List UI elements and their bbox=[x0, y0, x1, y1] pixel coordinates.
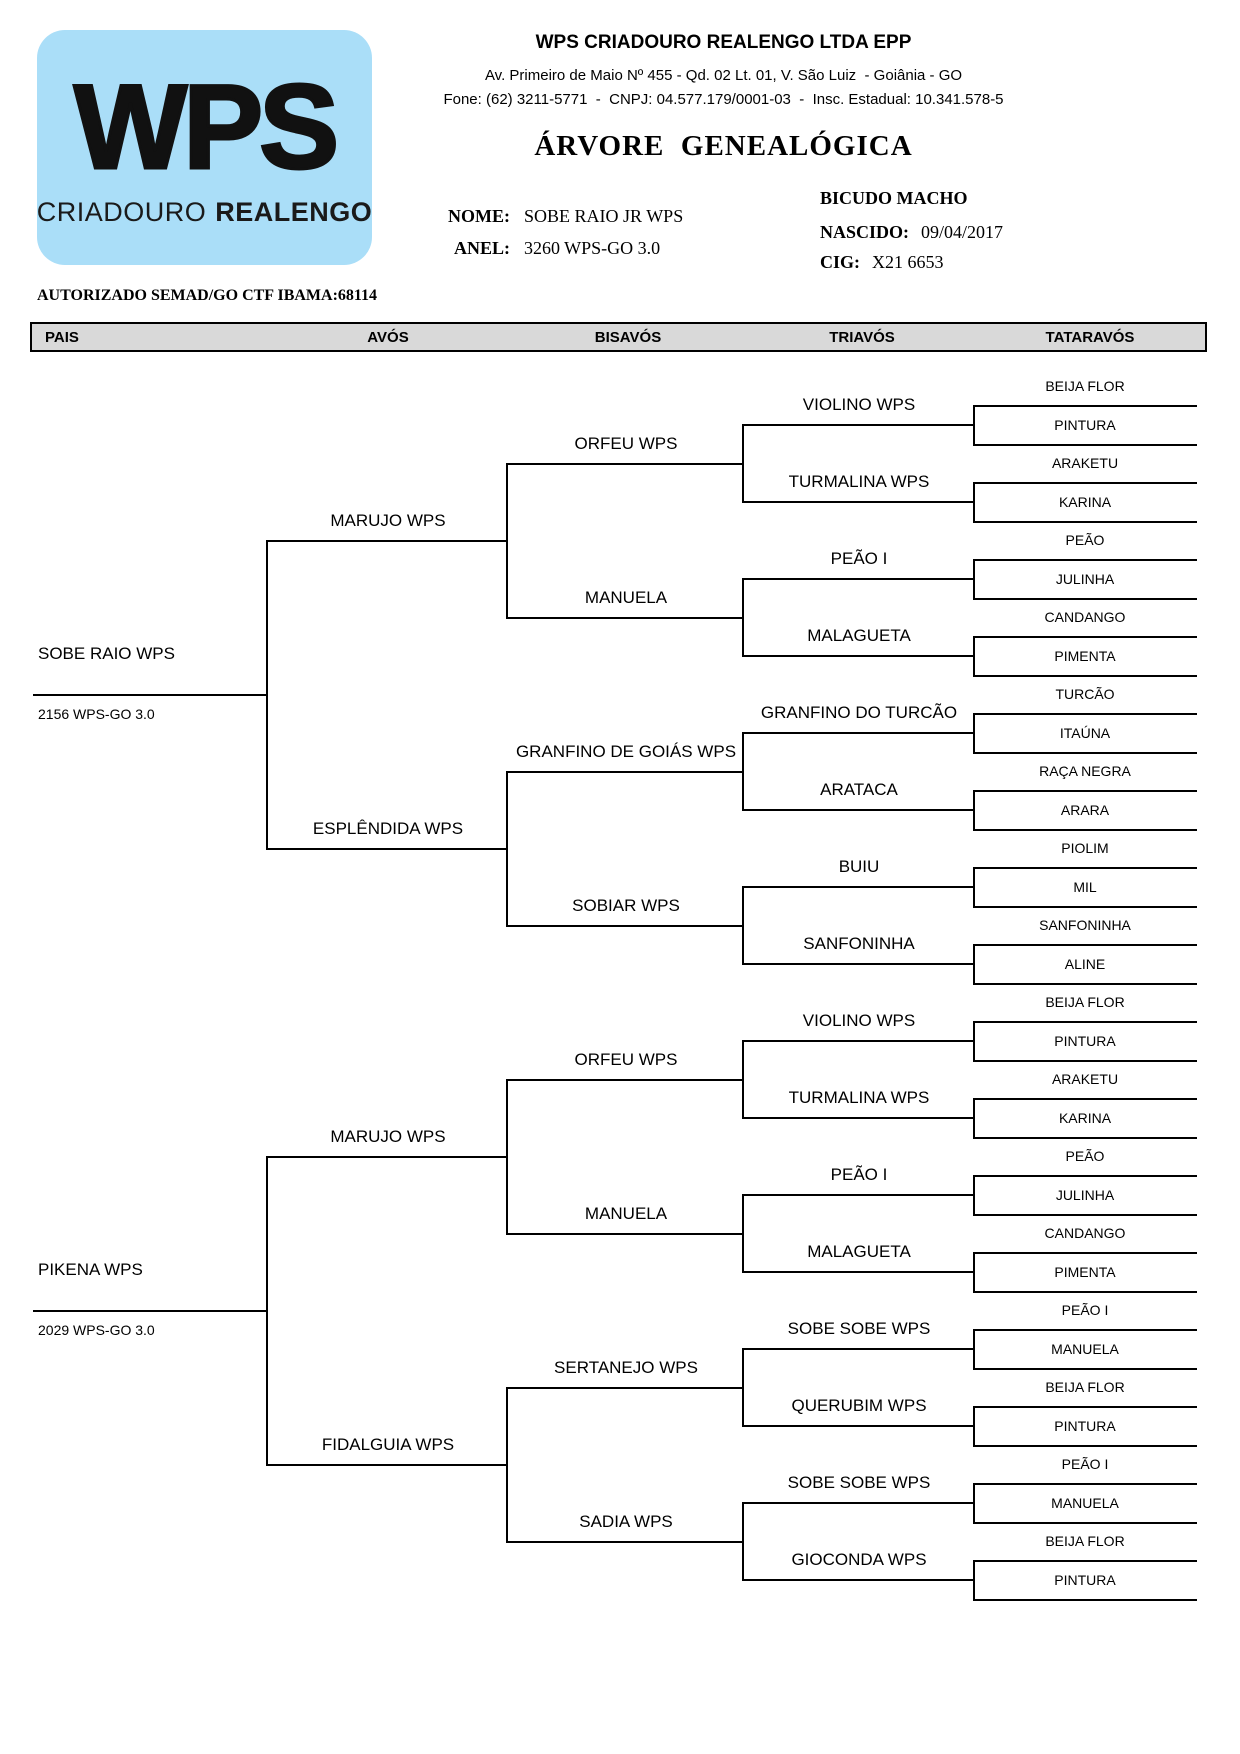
pedigree-hline-tataravos bbox=[975, 1060, 1197, 1062]
animal-name-triavos: MALAGUETA bbox=[807, 626, 911, 646]
logo-subtitle-light: CRIADOURO bbox=[36, 197, 207, 227]
animal-name-triavos: QUERUBIM WPS bbox=[791, 1396, 927, 1416]
pedigree-hline-bisavos bbox=[508, 1541, 744, 1543]
pedigree-vline bbox=[742, 886, 744, 965]
animal-name-bisavos: GRANFINO DE GOIÁS WPS bbox=[515, 741, 737, 761]
pedigree-hline-triavos bbox=[744, 732, 975, 734]
animal-name-tataravos: PINTURA bbox=[1054, 1032, 1116, 1049]
pedigree-hline-tataravos bbox=[975, 598, 1197, 600]
animal-name-tataravos: RAÇA NEGRA bbox=[1039, 763, 1131, 779]
pedigree-vline bbox=[973, 1021, 975, 1062]
animal-name-tataravos: KARINA bbox=[1058, 493, 1112, 510]
pedigree-vline bbox=[973, 713, 975, 754]
pedigree-hline-tataravos bbox=[975, 1291, 1197, 1293]
pedigree-hline-tataravos bbox=[975, 444, 1197, 446]
animal-name-tataravos: ITAÚNA bbox=[1059, 724, 1111, 741]
animal-name-triavos: SOBE SOBE WPS bbox=[787, 1319, 931, 1339]
pedigree-vline bbox=[973, 1406, 975, 1447]
company-address: Av. Primeiro de Maio Nº 455 - Qd. 02 Lt. 01, V. São Luiz - Goiânia - GO bbox=[484, 67, 963, 84]
pedigree-hline-triavos bbox=[744, 1348, 975, 1350]
pedigree-hline-bisavos bbox=[508, 1079, 744, 1081]
pedigree-hline-avos bbox=[268, 1156, 508, 1158]
animal-name-triavos: GRANFINO DO TURCÃO bbox=[760, 703, 958, 723]
pedigree-hline-tataravos bbox=[975, 675, 1197, 677]
animal-name-triavos: PEÃO I bbox=[830, 1165, 888, 1185]
pedigree-vline bbox=[266, 540, 268, 850]
pedigree-vline bbox=[973, 1560, 975, 1601]
animal-name-tataravos: PEÃO bbox=[1065, 532, 1105, 548]
pedigree-hline-avos bbox=[268, 540, 508, 542]
pedigree-vline bbox=[973, 1252, 975, 1293]
pedigree-vline bbox=[973, 944, 975, 985]
pedigree-hline-tataravos bbox=[975, 829, 1197, 831]
animal-name-triavos: ARATACA bbox=[820, 780, 898, 800]
pedigree-hline-tataravos bbox=[975, 405, 1197, 407]
animal-name-tataravos: BEIJA FLOR bbox=[1045, 378, 1125, 394]
pedigree-hline-tataravos bbox=[975, 1329, 1197, 1331]
document-title: ÁRVORE GENEALÓGICA bbox=[534, 130, 913, 162]
animal-name-tataravos: ARARA bbox=[1060, 801, 1110, 818]
pedigree-hline-tataravos bbox=[975, 752, 1197, 754]
animal-name-tataravos: TURCÃO bbox=[1055, 686, 1115, 702]
pedigree-hline-bisavos bbox=[508, 617, 744, 619]
pedigree-hline-triavos bbox=[744, 1040, 975, 1042]
animal-name-tataravos: JULINHA bbox=[1055, 1186, 1115, 1203]
pedigree-vline bbox=[742, 1194, 744, 1273]
pedigree-vline bbox=[973, 482, 975, 523]
pedigree-hline-avos bbox=[268, 1464, 508, 1466]
pedigree-hline-triavos bbox=[744, 1271, 975, 1273]
animal-name-tataravos: PINTURA bbox=[1054, 1571, 1116, 1588]
pedigree-vline bbox=[742, 1502, 744, 1581]
pedigree-hline-pais bbox=[33, 1310, 268, 1312]
animal-name-bisavos: MANUELA bbox=[584, 587, 668, 607]
pedigree-vline bbox=[506, 1079, 508, 1235]
pedigree-hline-tataravos bbox=[975, 944, 1197, 946]
pedigree-hline-tataravos bbox=[975, 1214, 1197, 1216]
pedigree-hline-triavos bbox=[744, 1425, 975, 1427]
company-name: WPS CRIADOURO REALENGO LTDA EPP bbox=[535, 32, 912, 53]
pedigree-hline-triavos bbox=[744, 424, 975, 426]
animal-name-tataravos: SANFONINHA bbox=[1039, 917, 1131, 933]
pedigree-vline bbox=[973, 1175, 975, 1216]
column-header-bisavos: BISAVÓS bbox=[594, 329, 662, 346]
animal-name-tataravos: ARAKETU bbox=[1051, 455, 1119, 471]
pedigree-hline-triavos bbox=[744, 655, 975, 657]
pedigree-hline-tataravos bbox=[975, 713, 1197, 715]
pedigree-vline bbox=[506, 463, 508, 619]
animal-name-tataravos: PINTURA bbox=[1054, 416, 1116, 433]
pedigree-hline-tataravos bbox=[975, 559, 1197, 561]
animal-name-triavos: SANFONINHA bbox=[803, 934, 915, 954]
animal-name-triavos: TURMALINA WPS bbox=[788, 472, 930, 492]
pedigree-hline-tataravos bbox=[975, 906, 1197, 908]
pedigree-hline-tataravos bbox=[975, 1175, 1197, 1177]
pedigree-hline-bisavos bbox=[508, 771, 744, 773]
pedigree-hline-tataravos bbox=[975, 1368, 1197, 1370]
animal-name-pais: SOBE RAIO WPS bbox=[38, 643, 175, 663]
column-header-pais: PAIS bbox=[45, 329, 79, 346]
animal-name-tataravos: BEIJA FLOR bbox=[1045, 1533, 1125, 1549]
animal-name-tataravos: MANUELA bbox=[1051, 1494, 1119, 1511]
pedigree-hline-tataravos bbox=[975, 1445, 1197, 1447]
pedigree-vline bbox=[742, 1040, 744, 1119]
column-header-triavos: TRIAVÓS bbox=[829, 329, 895, 346]
animal-name-tataravos: CANDANGO bbox=[1044, 1225, 1126, 1241]
animal-name-bisavos: SOBIAR WPS bbox=[572, 895, 680, 915]
animal-name-triavos: VIOLINO WPS bbox=[802, 1011, 916, 1031]
animal-name-triavos: MALAGUETA bbox=[807, 1242, 911, 1262]
pedigree-hline-triavos bbox=[744, 1194, 975, 1196]
pedigree-hline-tataravos bbox=[975, 790, 1197, 792]
pedigree-hline-tataravos bbox=[975, 1560, 1197, 1562]
ring-number: 2029 WPS-GO 3.0 bbox=[38, 1321, 155, 1338]
animal-name-tataravos: MANUELA bbox=[1051, 1340, 1119, 1357]
nascido-label: NASCIDO: bbox=[820, 222, 910, 242]
pedigree-hline-triavos bbox=[744, 809, 975, 811]
animal-name-bisavos: MANUELA bbox=[584, 1203, 668, 1223]
pedigree-vline bbox=[973, 790, 975, 831]
animal-name-tataravos: PEÃO I bbox=[1061, 1302, 1109, 1318]
pedigree-hline-tataravos bbox=[975, 636, 1197, 638]
pedigree-hline-tataravos bbox=[975, 1252, 1197, 1254]
animal-name-tataravos: ALINE bbox=[1064, 955, 1106, 972]
pedigree-vline bbox=[742, 1348, 744, 1427]
pedigree-hline-bisavos bbox=[508, 925, 744, 927]
pedigree-hline-tataravos bbox=[975, 1406, 1197, 1408]
pedigree-vline bbox=[973, 867, 975, 908]
pedigree-hline-pais bbox=[33, 694, 268, 696]
pedigree-vline bbox=[973, 405, 975, 446]
pedigree-vline bbox=[742, 732, 744, 811]
pedigree-hline-triavos bbox=[744, 1502, 975, 1504]
animal-name-triavos: GIOCONDA WPS bbox=[791, 1550, 927, 1570]
logo-subtitle-bold: REALENGO bbox=[215, 197, 373, 227]
pedigree-vline bbox=[506, 771, 508, 927]
pedigree-hline-bisavos bbox=[508, 1233, 744, 1235]
animal-name-tataravos: CANDANGO bbox=[1044, 609, 1126, 625]
animal-name-avos: MARUJO WPS bbox=[330, 1126, 446, 1146]
nascido-value: 09/04/2017 bbox=[921, 222, 1004, 242]
pedigree-hline-bisavos bbox=[508, 1387, 744, 1389]
pedigree-hline-tataravos bbox=[975, 521, 1197, 523]
pedigree-vline bbox=[506, 1387, 508, 1543]
pedigree-hline-tataravos bbox=[975, 1021, 1197, 1023]
pedigree-hline-tataravos bbox=[975, 1483, 1197, 1485]
animal-name-pais: PIKENA WPS bbox=[38, 1259, 143, 1279]
pedigree-vline bbox=[266, 1156, 268, 1466]
pedigree-hline-triavos bbox=[744, 578, 975, 580]
animal-name-tataravos: KARINA bbox=[1058, 1109, 1112, 1126]
animal-name-bisavos: SADIA WPS bbox=[579, 1511, 673, 1531]
pedigree-hline-bisavos bbox=[508, 463, 744, 465]
animal-name-tataravos: BEIJA FLOR bbox=[1045, 994, 1125, 1010]
pedigree-hline-tataravos bbox=[975, 1599, 1197, 1601]
pedigree-hline-triavos bbox=[744, 1117, 975, 1119]
pedigree-hline-tataravos bbox=[975, 482, 1197, 484]
animal-name-bisavos: SERTANEJO WPS bbox=[554, 1357, 698, 1377]
animal-name-tataravos: PEÃO I bbox=[1061, 1456, 1109, 1472]
pedigree-vline bbox=[973, 1098, 975, 1139]
breed-sex-label: BICUDO MACHO bbox=[820, 188, 968, 208]
pedigree-hline-tataravos bbox=[975, 983, 1197, 985]
column-header-tataravos: TATARAVÓS bbox=[1045, 329, 1135, 346]
animal-name-tataravos: ARAKETU bbox=[1051, 1071, 1119, 1087]
pedigree-hline-tataravos bbox=[975, 867, 1197, 869]
cig-label: CIG: bbox=[820, 252, 860, 272]
animal-name-triavos: TURMALINA WPS bbox=[788, 1088, 930, 1108]
nome-value: SOBE RAIO JR WPS bbox=[524, 206, 684, 226]
pedigree-vline bbox=[973, 1329, 975, 1370]
animal-name-tataravos: PEÃO bbox=[1065, 1148, 1105, 1164]
animal-name-tataravos: PIMENTA bbox=[1054, 647, 1116, 664]
nome-label: NOME: bbox=[448, 206, 510, 226]
pedigree-vline bbox=[973, 636, 975, 677]
anel-label: ANEL: bbox=[453, 238, 510, 258]
pedigree-hline-tataravos bbox=[975, 1522, 1197, 1524]
company-contact: Fone: (62) 3211-5771 - CNPJ: 04.577.179/0001-03 - Insc. Estadual: 10.341.578-5 bbox=[443, 91, 1004, 108]
animal-name-avos: ESPLÊNDIDA WPS bbox=[312, 818, 464, 838]
animal-name-triavos: SOBE SOBE WPS bbox=[787, 1473, 931, 1493]
animal-name-avos: MARUJO WPS bbox=[330, 510, 446, 530]
pedigree-hline-triavos bbox=[744, 886, 975, 888]
logo-acronym: WPS bbox=[73, 60, 336, 194]
anel-value: 3260 WPS-GO 3.0 bbox=[524, 238, 661, 258]
pedigree-vline bbox=[742, 578, 744, 657]
animal-name-triavos: VIOLINO WPS bbox=[802, 395, 916, 415]
animal-name-triavos: BUIU bbox=[838, 857, 880, 877]
pedigree-hline-triavos bbox=[744, 963, 975, 965]
ring-number: 2156 WPS-GO 3.0 bbox=[38, 705, 155, 722]
pedigree-hline-triavos bbox=[744, 1579, 975, 1581]
animal-name-tataravos: JULINHA bbox=[1055, 570, 1115, 587]
pedigree-hline-avos bbox=[268, 848, 508, 850]
pedigree-hline-triavos bbox=[744, 501, 975, 503]
cig-value: X21 6653 bbox=[872, 252, 944, 272]
animal-name-tataravos: PIMENTA bbox=[1054, 1263, 1116, 1280]
animal-name-tataravos: PIOLIM bbox=[1061, 840, 1109, 856]
pedigree-hline-tataravos bbox=[975, 1137, 1197, 1139]
animal-name-bisavos: ORFEU WPS bbox=[574, 1049, 678, 1069]
animal-name-triavos: PEÃO I bbox=[830, 549, 888, 569]
pedigree-vline bbox=[973, 1483, 975, 1524]
column-header-avos: AVÓS bbox=[367, 329, 409, 346]
animal-name-tataravos: PINTURA bbox=[1054, 1417, 1116, 1434]
pedigree-hline-tataravos bbox=[975, 1098, 1197, 1100]
animal-name-bisavos: ORFEU WPS bbox=[574, 433, 678, 453]
pedigree-vline bbox=[973, 559, 975, 600]
authorization-note: AUTORIZADO SEMAD/GO CTF IBAMA:68114 bbox=[37, 287, 378, 304]
animal-name-tataravos: MIL bbox=[1073, 878, 1097, 895]
animal-name-tataravos: BEIJA FLOR bbox=[1045, 1379, 1125, 1395]
pedigree-vline bbox=[742, 424, 744, 503]
animal-name-avos: FIDALGUIA WPS bbox=[321, 1434, 455, 1454]
